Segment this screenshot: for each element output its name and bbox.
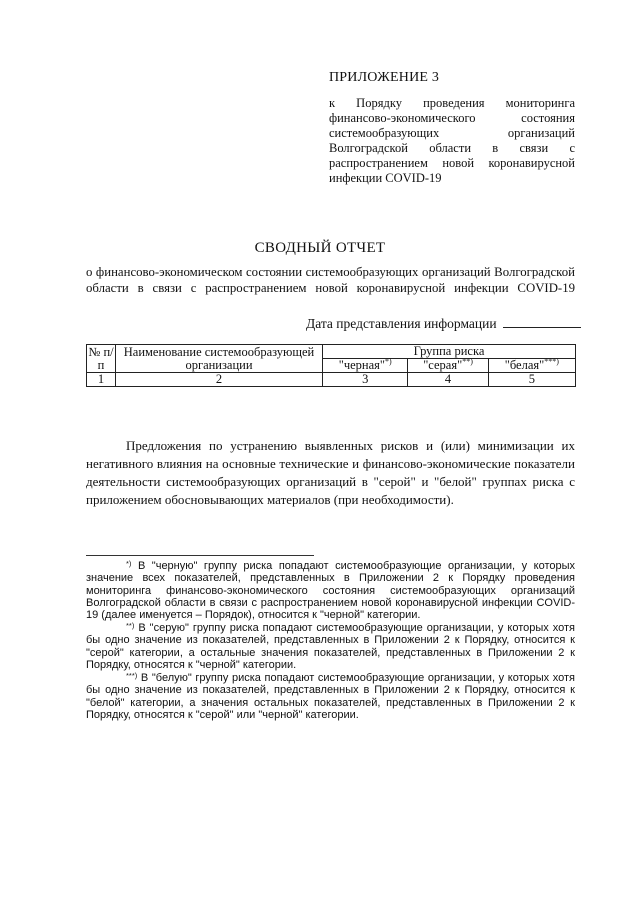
footnote-white-mark: ***) — [126, 671, 138, 680]
appendix-note: к Порядку проведения мониторинга финансово-экономического состояния системообразующих организаций Волгоградской области в связи с распространением новой коронавирусной инфекции COVID-19 — [329, 96, 575, 185]
col-number-5: 5 — [488, 373, 575, 387]
appendix-title: ПРИЛОЖЕНИЕ 3 — [329, 70, 440, 85]
footnote-black — [86, 560, 575, 621]
col-header-gray-label: "серая" — [423, 358, 463, 372]
col-header-white-label: "белая" — [504, 358, 545, 372]
col-number-1: 1 — [87, 373, 116, 387]
footnote-black-text: В "черную" группу риска попадают системообразующие организации, у которых значение всех показателей, представленных в Приложении 2 к Порядку проведения мониторинга финансово-экономического состояния системообразующих организаций Волгоградской области в связи с распространением новой коронавирусной инфекции COVID-19 (далее именуется – Порядок), относится к "черной" категории. — [86, 560, 576, 622]
report-subtitle-line2: области в связи с распространением новой коронавирусной инфекции COVID-19 — [86, 281, 575, 295]
col-header-gray-mark: **) — [462, 356, 473, 366]
footnote-gray-text: В "серую" группу риска попадают системообразующие организации, у которых хотя бы одно значение из показателей, представленных в Приложении 2 к Порядку, относится к "серой" категории, а остальные значения показателей, представленных в Приложении 2 к Порядку, относятся к "черной" категории. — [86, 622, 575, 671]
proposal-text: Предложения по устранению выявленных рисков и (или) минимизации их негативного влияния на основные технические и финансово-экономические показатели деятельности системообразующих организаций в "серой" и "белой" группах риска с приложением обосновывающих материалов (при необходимости). — [86, 438, 575, 507]
col-header-number: № п/п — [88, 344, 114, 372]
footnote-gray-mark: **) — [126, 621, 135, 630]
col-header-black-label: "черная" — [338, 358, 385, 372]
footnote-divider — [86, 555, 314, 556]
col-number-2: 2 — [116, 373, 323, 387]
col-number-4: 4 — [408, 373, 488, 387]
col-number-3: 3 — [323, 373, 408, 387]
submission-date — [306, 316, 581, 332]
col-header-risk-group: Группа риска — [323, 345, 576, 359]
report-title: СВОДНЫЙ ОТЧЕТ — [254, 240, 386, 256]
risk-group-table — [86, 344, 576, 387]
proposal-paragraph — [86, 437, 575, 509]
submission-date-label: Дата представления информации — [306, 316, 497, 331]
col-header-gray — [408, 356, 488, 373]
col-header-org-name: Наименование системообразующей организации — [116, 345, 323, 373]
report-subtitle-line1: о финансово-экономическом состоянии системообразующих организаций Волгоградской — [86, 265, 575, 279]
footnote-black-mark: *) — [126, 559, 132, 568]
footnote-gray — [86, 622, 575, 671]
footnote-white — [86, 672, 575, 721]
submission-date-blank[interactable] — [503, 316, 581, 328]
col-header-black-mark: *) — [385, 356, 392, 366]
col-header-black — [323, 356, 408, 373]
col-header-white — [488, 356, 575, 373]
col-header-white-mark: ***) — [544, 356, 559, 366]
footnote-white-text: В "белую" группу риска попадают системообразующие организации, у которых хотя бы одно значение из показателей, представленных в Приложении 2 к Порядку, относится к "белой" категории, а значения остальных показателей, представленных в Приложении 2 к Порядку, относятся к "серой" или "черной" категории. — [86, 672, 576, 721]
table-row — [87, 373, 576, 387]
